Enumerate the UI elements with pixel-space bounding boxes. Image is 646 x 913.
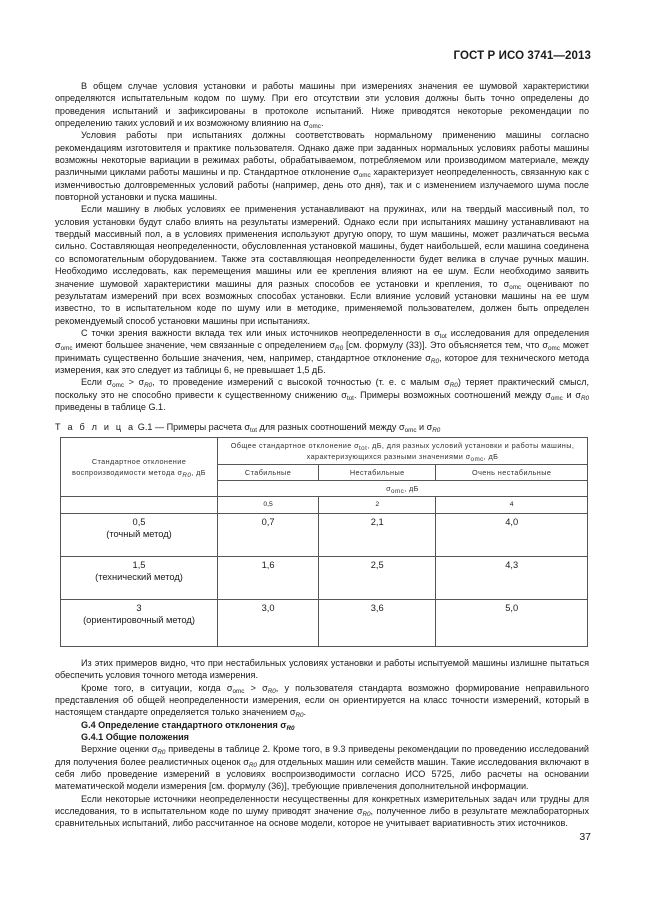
table-omc-value: 2 <box>319 496 436 513</box>
table-row <box>61 513 588 556</box>
table-method-cell: 1,5 (технический метод) <box>61 556 218 599</box>
table-header-method: Стандартное отклонение воспроизводимости метода $\sigma_{R0}$, дБ <box>61 437 218 496</box>
document-body <box>55 80 589 830</box>
table-caption: Т а б л и ц а G.1 — Примеры расчета $\sigma_{tot}$ для разных соотношений между $\sigma_{omc}$ и $\sigma_{R0}$ <box>55 422 441 435</box>
paragraph: Условия работы при испытаниях должны соответствовать нормальному применению машины согласно рекомендациям изготовителя и практике пользователя. Однако даже при заданных нормальных условиях работы машины возможны некоторые вариации в режимах работы, обрабатываемом, потребляемом или производимом материале, между различными циклами работы машины и пр. Стандартное отклонение $\sigma_{omc}$ характеризует неопределенность, связанную как с изменчивостью долговременных условий работы (например, день ото дня), так и с изменением излучаемого шума после повторной установки и пуска машины. <box>55 130 589 203</box>
table-cell: 1,6 <box>218 556 319 599</box>
table-method-cell: 3 (ориентировочный метод) <box>61 599 218 646</box>
table-header-unstable: Нестабильные <box>319 464 436 480</box>
table-header-stable: Стабильные <box>218 464 319 480</box>
table-method-cell: 0,5 (точный метод) <box>61 513 218 556</box>
table-row <box>61 556 588 599</box>
table-header-total: Общее стандартное отклонение $\sigma_{tot}$, дБ, для разных условий установки и работы машины, характеризующихся разными значениями $\sigma_{omc}$, дБ <box>218 437 588 464</box>
table-cell: 0,7 <box>218 513 319 556</box>
table-spacer <box>61 496 218 513</box>
table-header-sigma-omc: $\sigma_{omc}$, дБ <box>218 480 588 496</box>
paragraph: Если $\sigma_{omc} > \sigma_{R0}$, то проведение измерений с высокой точностью (т. е. с малым $\sigma_{R0}$) теряет практический смысл, поскольку это не способно привести к существенному снижению $\sigma_{tot}$. Примеры возможных соотношений между $\sigma_{omc}$ и $\sigma_{R0}$ приведены в таблице G.1. <box>55 377 590 412</box>
paragraph: В общем случае условия установки и работы машины при измерениях значения ее шумовой характеристики определяются испытательным кодом по шуму. При его отсутствии эти условия должны быть точно определены до проведения испытаний и зафиксированы в протоколе испытаний. Ниже приводятся некоторые рекомендации по определению таких условий и их возможному влиянию на $\sigma_{omc}$. <box>55 81 589 131</box>
paragraph: Если некоторые источники неопределенности несущественны для конкретных измерительных задач или трудны для исследования, то в испытательном коде по шуму приводят значение $\sigma_{R0}$, полученное либо в результате межлабораторных сравнительных испытаний, либо рассчитанное на основе модели, которое не учитывает вариативность этих источников. <box>55 793 589 829</box>
table-omc-value: 4 <box>436 496 588 513</box>
section-heading: G.4 Определение стандартного отклонения $\sigma_{R0}$ <box>81 719 295 732</box>
paragraph: Из этих примеров видно, что при нестабильных условиях установки и работы испытуемой машины излишне пытаться обеспечить условия точного метода измерения. <box>55 657 589 681</box>
table-row <box>61 599 588 646</box>
table-cell: 2,5 <box>319 556 436 599</box>
table-cell: 3,6 <box>319 599 436 646</box>
paragraph: Кроме того, в ситуации, когда $\sigma_{omc} > \sigma_{R0}$, у пользователя стандарта возможно формирование неправильного представления об общей неопределенности измерения, если он ориентируется на класс точности измерений, который в настоящем стандарте определяется только значением $\sigma_{R0}$. <box>55 682 589 720</box>
document-header: ГОСТ Р ИСО 3741—2013 <box>453 50 591 62</box>
table-header-very-unstable: Очень нестабильные <box>436 464 588 480</box>
table-cell: 2,1 <box>319 513 436 556</box>
data-table <box>60 437 588 647</box>
paragraph: С точки зрения важности вклада тех или иных источников неопределенности в $\sigma_{tot}$ исследования для определения $\sigma_{omc}$ имеют большее значение, чем связанные с определением $\sigma_{R0}$ [см. формулу (33)]. Это объясняется тем, что $\sigma_{omc}$ может принимать существенно большие значения, чем, например, стандартное отклонение $\sigma_{R0}$, которое для технического метода измерения, как это следует из таблицы 6, не превышает 1,5 дБ. <box>55 327 590 375</box>
page-number: 37 <box>579 831 591 843</box>
table-cell: 5,0 <box>436 599 588 646</box>
paragraph: Если машину в любых условиях ее применения устанавливают на пружинах, или на твердый массивный пол, то условия установки будут слабо влиять на результаты измерений. Однако если при испытаниях машину устанавливают на твердый массивный пол, а в условиях применения используют другую опору, то шум машины, может различаться весьма сильно. Составляющая неопределенности, обусловленная установкой машины, будет наибольшей, если машина соединена со вспомогательным оборудованием. Также эта составляющая неопределенности будет велика в случае ручных машин. Необходимо исследовать, как перемещения машины или ее крепления влияют на ее шум. Если необходимо заявить значение шумовой характеристики машины для разных способов ее установки и крепления, то $\sigma_{omc}$ оценивают по результатам измерений при всех возможных способах установки. Если влияние условий установки машины на ее шум известно, то в испытательном коде по шуму или в методике, применяемой пользователем, должен быть определен рекомендуемый способ установки машины при испытаниях. <box>55 204 589 326</box>
table-cell: 4,3 <box>436 556 588 599</box>
paragraph: Верхние оценки $\sigma_{R0}$ приведены в таблице 2. Кроме того, в 9.3 приведены рекомендации по проведению исследований для получения более реалистичных оценок $\sigma_{R0}$ для отдельных машин или семейств машин. Такие исследования включают в себя либо проведение измерений в условиях воспроизводимости согласно ИСО 5725, либо расчеты на основании математической модели измерения [см. формулу (36)], требующие привлечения дополнительной информации. <box>55 744 590 792</box>
table-cell: 4,0 <box>436 513 588 556</box>
table-cell: 3,0 <box>218 599 319 646</box>
table-omc-value: 0,5 <box>218 496 319 513</box>
subsection-heading: G.4.1 Общие положения <box>81 732 189 743</box>
